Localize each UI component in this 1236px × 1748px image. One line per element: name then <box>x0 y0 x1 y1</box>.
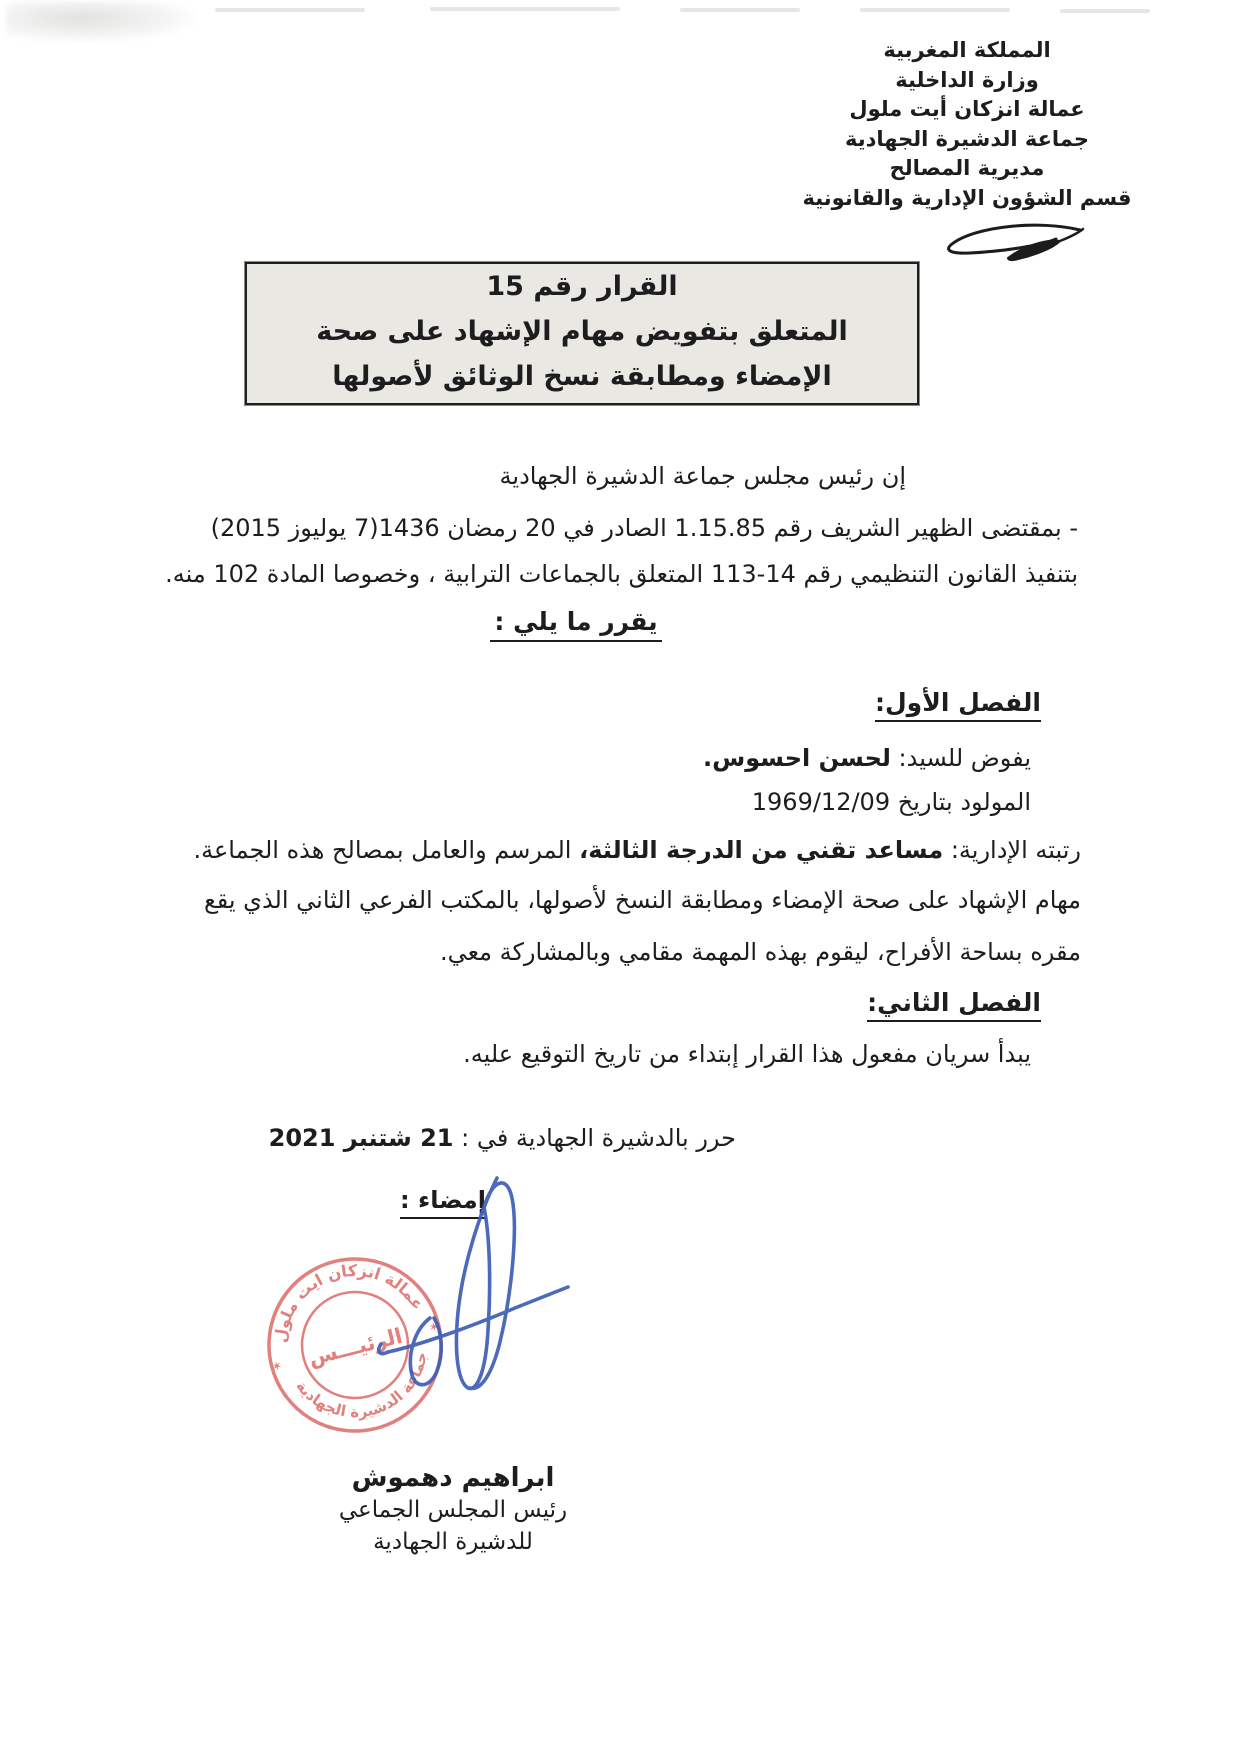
header-line-commune: جماعة الدشيرة الجهادية <box>844 126 1090 151</box>
decision-title-box <box>245 262 919 405</box>
scan-artifact-dash <box>1060 9 1150 13</box>
signatory-role-line1: رئيس المجلس الجماعي <box>338 1497 568 1523</box>
effective-date-line: يبدأ سريان مفعول هذا القرار إبتداء من تاريخ التوقيع عليه. <box>463 1040 1031 1068</box>
scan-artifact-dash <box>680 8 800 12</box>
stamp-top-arc-text: عمالة انزكان ايت ملول <box>270 1260 428 1344</box>
header-line-ministry: وزارة الداخلية <box>895 67 1039 92</box>
title-line-number: القرار رقم 15 <box>486 271 678 302</box>
rank-grade: مساعد تقني من الدرجة الثالثة، <box>579 836 944 864</box>
issued-prefix: حرر بالدشيرة الجهادية في : <box>453 1124 736 1152</box>
delegation-line <box>703 744 1031 772</box>
rank-line <box>193 836 1081 864</box>
stamp-bottom-arc-text: جماعة الدشيرة الجهادية <box>292 1350 431 1421</box>
title-line-subject1: المتعلق بتفويض مهام الإشهاد على صحة <box>316 316 848 347</box>
issued-place-date-line <box>269 1124 736 1152</box>
star-icon: ✶ <box>427 1319 442 1337</box>
decide-heading-wrap <box>0 607 1236 642</box>
preamble-intro: إن رئيس مجلس جماعة الدشيرة الجهادية <box>499 462 906 490</box>
government-header <box>802 36 1132 213</box>
signatory-block <box>253 1462 653 1558</box>
header-line-directorate: مديرية المصالح <box>889 156 1045 180</box>
scan-artifact-dash <box>215 8 365 12</box>
signatory-name: ابراهيم دهموش <box>351 1463 555 1493</box>
article-two-heading: الفصل الثاني: <box>867 988 1041 1022</box>
star-icon: ✶ <box>269 1358 285 1376</box>
signature-label: إمضاء : <box>400 1186 486 1219</box>
birth-date-line: المولود بتاريخ 1969/12/09 <box>751 788 1031 816</box>
decide-heading: يقرر ما يلي : <box>490 607 661 642</box>
header-line-kingdom: المملكة المغربية <box>883 38 1051 62</box>
mission-line2: مقره بساحة الأفراح، ليقوم بهذه المهمة مقامي وبالمشاركة معي. <box>439 938 1081 966</box>
issued-date: 21 شتنبر 2021 <box>268 1124 454 1152</box>
delegation-prefix: يفوض للسيد: <box>890 744 1031 772</box>
scan-artifact-dash <box>860 8 1010 12</box>
title-line-subject2: الإمضاء ومطابقة نسخ الوثائق لأصولها <box>332 361 832 392</box>
scan-smudge <box>6 2 196 42</box>
signatory-role-line2: للدشيرة الجهادية <box>373 1529 533 1555</box>
scan-artifact-dash <box>430 7 620 11</box>
header-line-prefecture: عمالة انزكان أيت ملول <box>849 97 1085 121</box>
delegate-name: لحسن احسوس. <box>702 744 891 772</box>
mission-line1: مهام الإشهاد على صحة الإمضاء ومطابقة النسخ لأصولها، بالمكتب الفرعي الثاني الذي يقع <box>203 886 1081 914</box>
preamble-basis-line2: بتنفيذ القانون التنظيمي رقم 14-113 المتعلق بالجماعات الترابية ، وخصوصا المادة 102 منه. <box>165 560 1078 588</box>
rank-prefix: رتبته الإدارية: <box>943 836 1081 864</box>
rank-suffix: المرسم والعامل بمصالح هذه الجماعة. <box>193 836 580 864</box>
header-line-division: قسم الشؤون الإدارية والقانونية <box>802 185 1132 210</box>
handwritten-signature <box>360 1160 600 1405</box>
preamble-basis-line1: - بمقتضى الظهير الشريف رقم 1.15.85 الصادر في 20 رمضان 1436(7 يوليوز 2015) <box>210 514 1078 542</box>
stamp-center-text: الرئيـــس <box>306 1323 405 1371</box>
article-one-heading: الفصل الأول: <box>875 688 1041 722</box>
header-flourish-scribble <box>930 218 1100 270</box>
